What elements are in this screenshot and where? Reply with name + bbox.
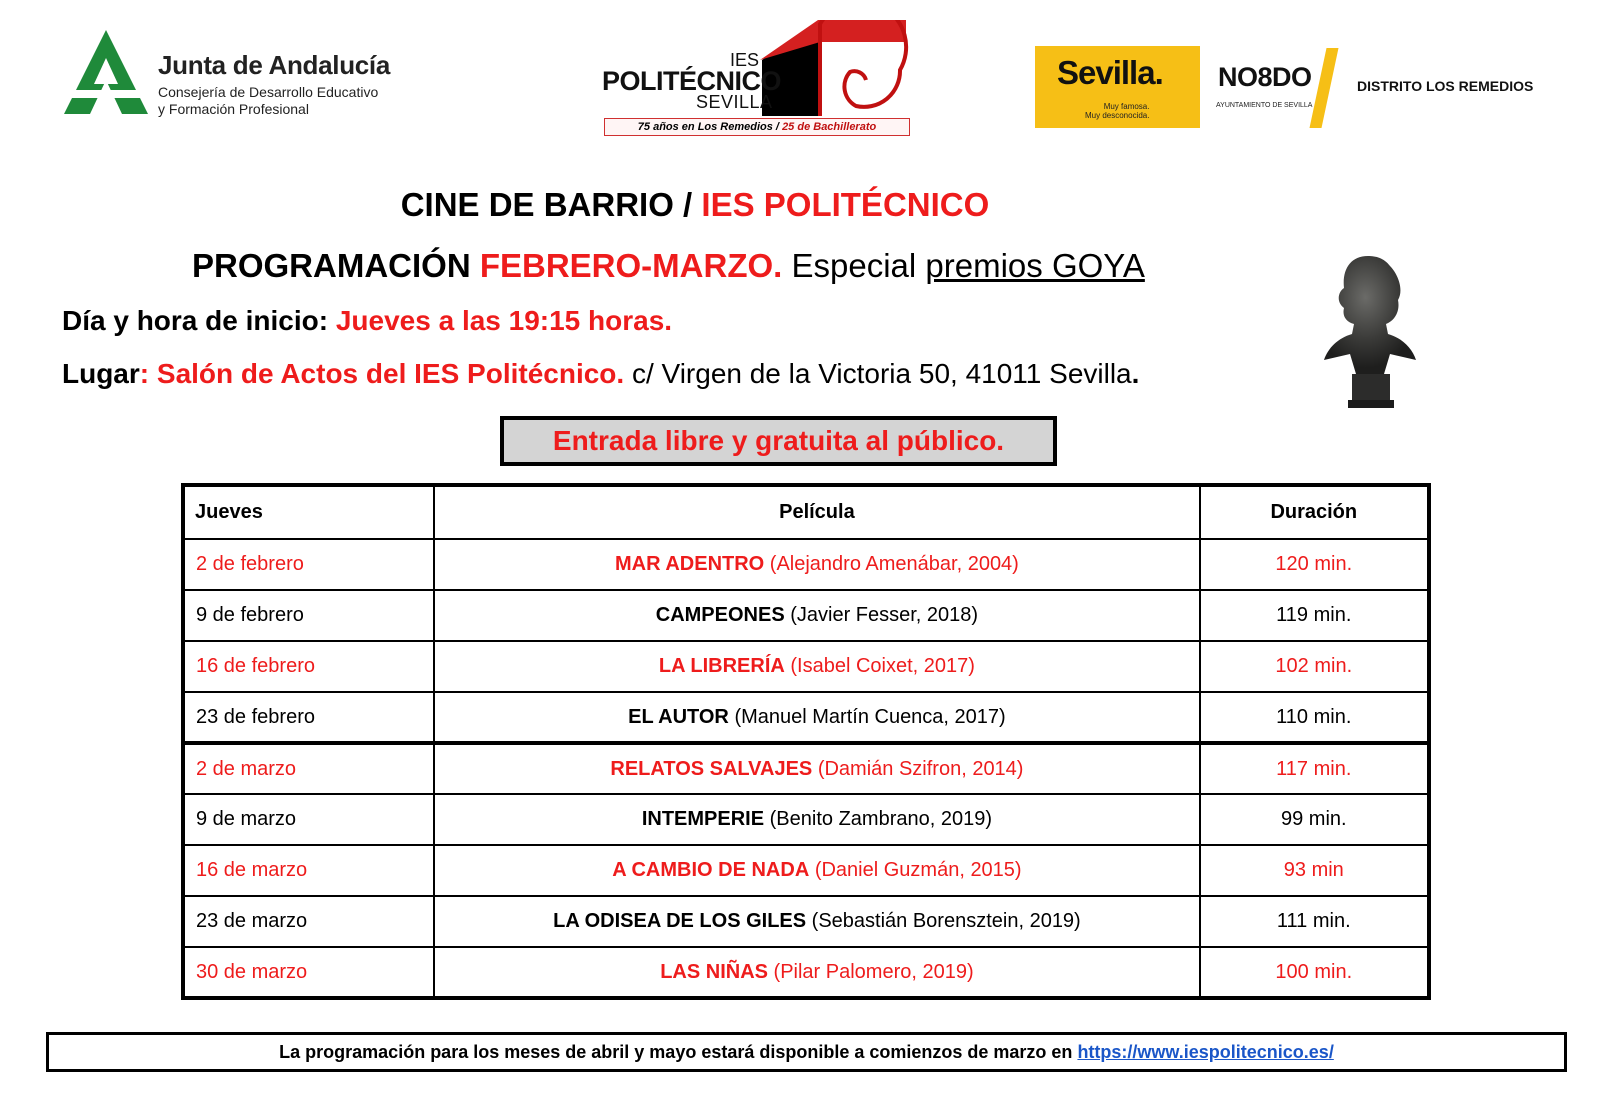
table-row — [183, 743, 1429, 794]
film-title: EL AUTOR — [628, 705, 729, 728]
ies-anniversary-band — [604, 118, 910, 136]
row-duration: 99 min. — [1200, 794, 1429, 845]
nodo-logo: NO8DO — [1218, 62, 1312, 92]
ies-big-label: POLITÉCNICO — [602, 66, 782, 96]
table-row — [183, 539, 1429, 590]
row-film — [434, 641, 1199, 692]
schedule-table — [181, 483, 1431, 1000]
row-duration: 119 min. — [1200, 590, 1429, 641]
film-info: (Sebastián Borensztein, 2019) — [806, 910, 1081, 932]
header-jueves: Jueves — [183, 485, 434, 539]
row-duration: 110 min. — [1200, 692, 1429, 743]
row-duration: 111 min. — [1200, 896, 1429, 947]
junta-line2: y Formación Profesional — [158, 101, 309, 117]
title-part1: CINE DE BARRIO / — [400, 186, 702, 223]
row-date: 9 de marzo — [183, 794, 434, 845]
ies-small-label: IES — [730, 50, 760, 70]
ies-band-part2: 25 de Bachillerato — [782, 121, 877, 133]
prog-part3: Especial — [782, 247, 926, 284]
distrito-label: DISTRITO LOS REMEDIOS — [1357, 78, 1534, 94]
film-info: (Javier Fesser, 2018) — [784, 604, 979, 626]
table-row — [183, 896, 1429, 947]
row-date: 9 de febrero — [183, 590, 434, 641]
sevilla-logo — [1035, 46, 1200, 128]
ies-city-label: SEVILLA — [696, 92, 773, 112]
row-film — [434, 896, 1199, 947]
prog-part1: PROGRAMACIÓN — [192, 247, 480, 284]
film-title: LA ODISEA DE LOS GILES — [553, 910, 807, 932]
junta-line1: Consejería de Desarrollo Educativo — [158, 84, 379, 100]
table-row — [183, 641, 1429, 692]
footer-notice — [46, 1032, 1567, 1072]
row-film — [434, 539, 1199, 590]
ies-politecnico-logo — [600, 20, 920, 138]
sevilla-tagline1: Muy famosa. — [1103, 102, 1150, 111]
ies-spiral-icon — [760, 20, 910, 120]
row-duration: 117 min. — [1200, 743, 1429, 794]
table-row — [183, 845, 1429, 896]
prog-part4: premios GOYA — [925, 247, 1145, 284]
header-duracion: Duración — [1200, 485, 1429, 539]
lugar-line — [62, 358, 1139, 390]
prog-part2: FEBRERO-MARZO. — [479, 247, 783, 284]
film-title: INTEMPERIE — [641, 808, 765, 830]
row-film — [434, 590, 1199, 641]
row-film — [434, 692, 1199, 743]
row-film — [434, 845, 1199, 896]
film-title: CAMPEONES — [655, 604, 785, 626]
header-pelicula: Película — [434, 485, 1199, 539]
film-info: (Benito Zambrano, 2019) — [764, 808, 992, 830]
lugar-address: c/ Virgen de la Victoria 50, 41011 Sevilla — [624, 358, 1132, 389]
lugar-label: Lugar — [62, 358, 140, 389]
nodo-subtitle: AYUNTAMIENTO DE SEVILLA — [1216, 102, 1313, 109]
dia-value: Jueves a las 19:15 horas. — [335, 305, 673, 336]
website-link[interactable]: https://www.iespolitecnico.es/ — [1077, 1042, 1334, 1062]
film-info: (Damián Szifron, 2014) — [812, 757, 1024, 780]
dia-hora-line — [62, 305, 672, 337]
title-part2: IES POLITÉCNICO — [701, 186, 990, 223]
film-title: RELATOS SALVAJES — [610, 757, 813, 780]
row-date: 23 de febrero — [183, 692, 434, 743]
junta-andalucia-logo — [60, 28, 390, 118]
lugar-colon: : — [139, 358, 157, 389]
row-film — [434, 794, 1199, 845]
film-info: (Manuel Martín Cuenca, 2017) — [728, 705, 1006, 728]
footer-text: La programación para los meses de abril y mayo estará disponible a comienzos de marzo en — [279, 1042, 1078, 1062]
ies-band-part1: 75 años en Los Remedios / — [637, 121, 783, 133]
sevilla-tagline — [1085, 102, 1149, 120]
film-title: MAR ADENTRO — [614, 553, 765, 575]
film-info: (Isabel Coixet, 2017) — [784, 655, 975, 677]
row-film — [434, 947, 1199, 998]
goya-statuette-icon — [1320, 250, 1420, 410]
film-title: LA LIBRERÍA — [658, 655, 785, 677]
lugar-value: Salón de Actos del IES Politécnico. — [156, 358, 625, 389]
film-title: LAS NIÑAS — [660, 960, 768, 983]
row-duration: 102 min. — [1200, 641, 1429, 692]
table-header-row — [183, 485, 1429, 539]
row-date: 16 de febrero — [183, 641, 434, 692]
sevilla-word: Sevilla. — [1057, 54, 1163, 91]
lugar-end: . — [1131, 358, 1140, 389]
row-date: 30 de marzo — [183, 947, 434, 998]
dia-label: Día y hora de inicio: — [62, 305, 336, 336]
table-row — [183, 692, 1429, 743]
table-row — [183, 794, 1429, 845]
row-date: 23 de marzo — [183, 896, 434, 947]
film-title: A CAMBIO DE NADA — [612, 859, 810, 881]
row-duration: 100 min. — [1200, 947, 1429, 998]
sevilla-tagline2: Muy desconocida. — [1085, 111, 1150, 120]
programacion-heading — [192, 247, 1145, 285]
row-date: 2 de marzo — [183, 743, 434, 794]
page-title — [0, 186, 1200, 224]
divider-slash — [1309, 48, 1338, 128]
entrada-banner: Entrada libre y gratuita al público. — [500, 416, 1057, 466]
film-info: (Alejandro Amenábar, 2004) — [764, 553, 1019, 575]
table-row — [183, 947, 1429, 998]
junta-name: Junta de Andalucía — [158, 50, 391, 80]
row-duration: 120 min. — [1200, 539, 1429, 590]
film-info: (Daniel Guzmán, 2015) — [809, 859, 1022, 881]
table-row — [183, 590, 1429, 641]
row-date: 2 de febrero — [183, 539, 434, 590]
junta-subtitle — [158, 84, 378, 118]
junta-leaf-icon — [60, 28, 152, 118]
row-date: 16 de marzo — [183, 845, 434, 896]
row-duration: 93 min — [1200, 845, 1429, 896]
film-info: (Pilar Palomero, 2019) — [767, 960, 974, 983]
row-film — [434, 743, 1199, 794]
